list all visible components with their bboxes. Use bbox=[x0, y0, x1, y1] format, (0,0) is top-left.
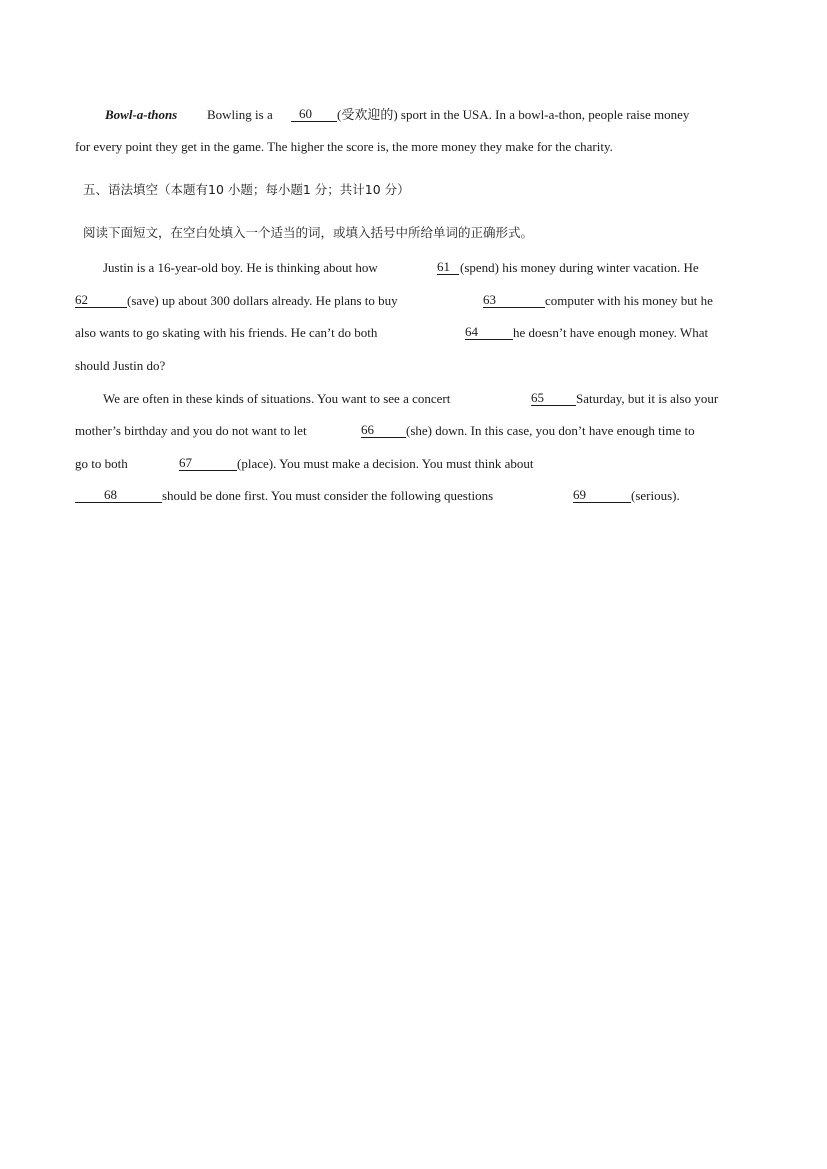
p2-l2-post: (she) down. In this case, you don’t have enough time to bbox=[406, 423, 695, 438]
p1-l2-mid: (save) up about 300 dollars already. He plans to buy bbox=[127, 293, 398, 308]
blank-63 bbox=[483, 293, 545, 308]
section-heading-text: 五、语法填空（本题有10 小题；每小题1 分；共计10 分） bbox=[83, 182, 410, 197]
term-bowl-a-thons: Bowl-a-thons bbox=[105, 107, 178, 122]
blank-65-number: 65 bbox=[531, 390, 544, 405]
p2-line-1 bbox=[75, 390, 742, 408]
p2-line-2 bbox=[75, 422, 742, 440]
text-bowling-is-a: Bowling is a bbox=[207, 107, 273, 122]
blank-66-number: 66 bbox=[361, 422, 374, 437]
blank-64-number: 64 bbox=[465, 324, 478, 339]
p2-l2-pre: mother’s birthday and you do not want to let bbox=[75, 423, 307, 438]
p1-l2-post: computer with his money but he bbox=[545, 293, 713, 308]
p2-line-4 bbox=[75, 487, 742, 505]
p2-l1-pre: We are often in these kinds of situations. You want to see a concert bbox=[103, 391, 451, 406]
p1-l3-pre: also wants to go skating with his friends. He can’t do both bbox=[75, 325, 378, 340]
p2-l3-pre: go to both bbox=[75, 456, 128, 471]
p1-l1-post: (spend) his money during winter vacation. He bbox=[460, 260, 699, 275]
blank-66 bbox=[361, 423, 406, 438]
p1-l3-post: he doesn’t have enough money. What bbox=[513, 325, 709, 340]
blank-62-number: 62 bbox=[75, 292, 88, 307]
p2-l4-post: (serious). bbox=[631, 488, 680, 503]
p2-l3-post: (place). You must make a decision. You must think about bbox=[237, 456, 534, 471]
p1-l1-pre: Justin is a 16-year-old boy. He is thinking about how bbox=[103, 260, 378, 275]
p1-line-1 bbox=[75, 259, 742, 277]
blank-61-number: 61 bbox=[437, 259, 450, 274]
section-heading bbox=[83, 181, 750, 199]
p1-line-2 bbox=[75, 292, 742, 310]
p2-line-3 bbox=[75, 455, 742, 473]
blank-62 bbox=[75, 293, 127, 308]
prev-section-line-1 bbox=[75, 106, 742, 124]
blank-67 bbox=[179, 456, 237, 471]
blank-60 bbox=[291, 107, 337, 122]
text-line1-rest: (受欢迎的) sport in the USA. In a bowl-a-thon, people raise money bbox=[337, 107, 690, 122]
p1-line-4 bbox=[75, 357, 742, 375]
blank-61 bbox=[437, 260, 459, 275]
blank-63-number: 63 bbox=[483, 292, 496, 307]
section-instruction bbox=[83, 224, 750, 242]
text-line2: for every point they get in the game. The higher the score is, the more money they make for the charity. bbox=[75, 139, 613, 154]
p2-l1-post: Saturday, but it is also your bbox=[576, 391, 719, 406]
blank-60-number: 60 bbox=[299, 106, 312, 121]
blank-68-number: 68 bbox=[104, 487, 117, 502]
p1-l4: should Justin do? bbox=[75, 358, 166, 373]
blank-64 bbox=[465, 325, 513, 340]
blank-69-number: 69 bbox=[573, 487, 586, 502]
instruction-text: 阅读下面短文，在空白处填入一个适当的词，或填入括号中所给单词的正确形式。 bbox=[83, 225, 534, 240]
prev-section-line-2 bbox=[75, 138, 742, 156]
blank-67-number: 67 bbox=[179, 455, 192, 470]
blank-69 bbox=[573, 488, 631, 503]
p2-l4-mid: should be done first. You must consider the following questions bbox=[162, 488, 494, 503]
blank-68 bbox=[75, 488, 162, 503]
p1-line-3 bbox=[75, 324, 742, 342]
blank-65 bbox=[531, 391, 576, 406]
